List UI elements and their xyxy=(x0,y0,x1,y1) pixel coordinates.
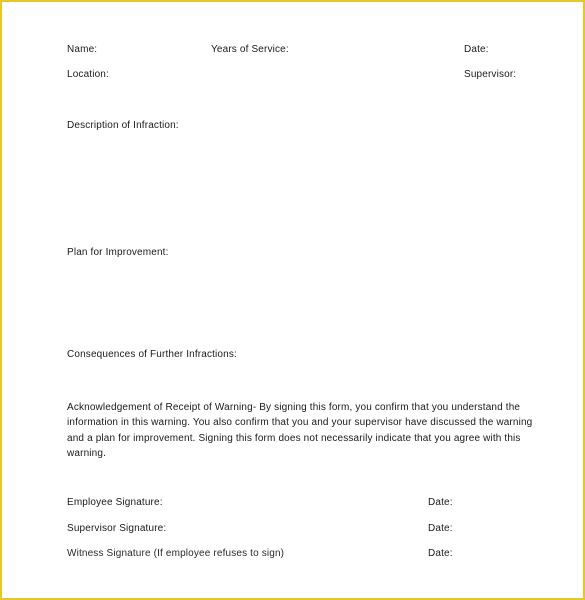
witness-signature-label: Witness Signature (If employee refuses to sign) xyxy=(67,548,285,559)
plan-for-improvement-label: Plan for Improvement: xyxy=(67,247,169,258)
acknowledgement-line: information in this warning. You also confirm that you and your supervisor have discussed the warning xyxy=(67,417,533,429)
years-of-service-label: Years of Service: xyxy=(211,44,289,55)
acknowledgement-line: and a plan for improvement. Signing this form does not necessarily indicate that you agree with this xyxy=(67,432,521,444)
acknowledgement-line: Acknowledgement of Receipt of Warning- By signing this form, you confirm that you understand the xyxy=(67,402,521,413)
supervisor-signature-label: Supervisor Signature: xyxy=(67,523,167,534)
name-label: Name: xyxy=(67,44,98,55)
employee-date-label: Date: xyxy=(428,497,453,508)
employee-signature-label: Employee Signature: xyxy=(67,497,163,508)
location-label: Location: xyxy=(67,69,109,80)
supervisor-label: Supervisor: xyxy=(464,69,517,80)
date-label-header: Date: xyxy=(464,44,489,55)
acknowledgement-line: warning. xyxy=(67,447,106,459)
consequences-label: Consequences of Further Infractions: xyxy=(67,349,237,360)
witness-date-label: Date: xyxy=(428,548,453,559)
description-of-infraction-label: Description of Infraction: xyxy=(67,120,179,131)
acknowledgement-paragraph xyxy=(67,400,537,461)
supervisor-date-label: Date: xyxy=(428,523,453,534)
